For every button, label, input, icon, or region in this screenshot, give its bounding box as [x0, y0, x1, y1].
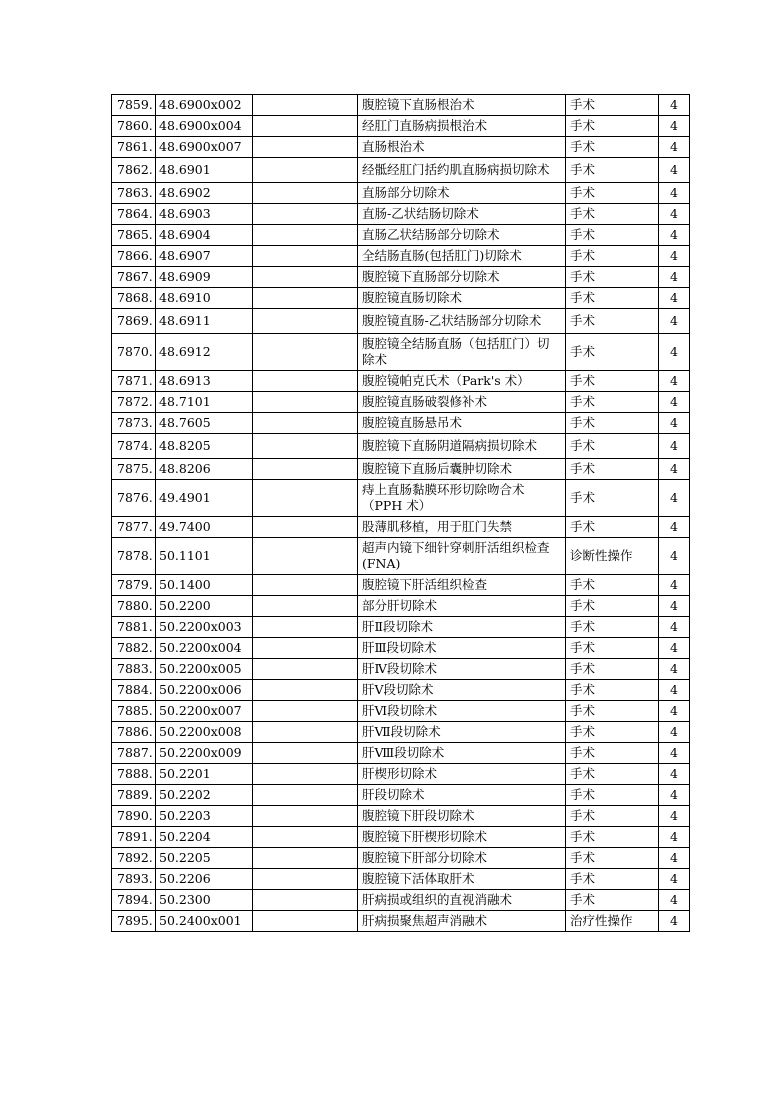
- procedure-type-cell: 手术: [566, 680, 659, 701]
- procedure-code-cell: 48.7605: [156, 413, 253, 434]
- extra-code-cell: [253, 869, 358, 890]
- extra-code-cell: [253, 95, 358, 116]
- procedure-code-cell: 50.2200x009: [156, 743, 253, 764]
- table-row: [112, 204, 690, 225]
- table-row: [112, 309, 690, 334]
- row-index-cell: 7882.: [112, 638, 156, 659]
- table-row: [112, 785, 690, 806]
- extra-code-cell: [253, 309, 358, 334]
- procedure-type-cell: 手术: [566, 334, 659, 371]
- table-row: [112, 722, 690, 743]
- extra-code-cell: [253, 334, 358, 371]
- row-index-cell: 7869.: [112, 309, 156, 334]
- procedure-type-cell: 手术: [566, 116, 659, 137]
- extra-code-cell: [253, 158, 358, 183]
- extra-code-cell: [253, 137, 358, 158]
- extra-code-cell: [253, 183, 358, 204]
- row-index-cell: 7864.: [112, 204, 156, 225]
- row-index-cell: 7870.: [112, 334, 156, 371]
- row-index-cell: 7861.: [112, 137, 156, 158]
- table-row: [112, 517, 690, 538]
- procedure-type-cell: 手术: [566, 617, 659, 638]
- table-row: [112, 434, 690, 459]
- procedure-code-cell: 49.7400: [156, 517, 253, 538]
- procedure-name-cell: 腹腔镜直肠-乙状结肠部分切除术: [358, 309, 566, 334]
- procedure-type-cell: 手术: [566, 743, 659, 764]
- extra-code-cell: [253, 204, 358, 225]
- procedure-name-cell: 肝Ⅷ段切除术: [358, 743, 566, 764]
- table-row: [112, 480, 690, 517]
- procedure-type-cell: 手术: [566, 267, 659, 288]
- row-index-cell: 7888.: [112, 764, 156, 785]
- row-index-cell: 7876.: [112, 480, 156, 517]
- procedure-type-cell: 手术: [566, 517, 659, 538]
- level-cell: 4: [659, 183, 690, 204]
- procedure-type-cell: 手术: [566, 204, 659, 225]
- table-row: [112, 95, 690, 116]
- procedure-type-cell: 手术: [566, 183, 659, 204]
- procedure-code-cell: 50.2200x008: [156, 722, 253, 743]
- extra-code-cell: [253, 638, 358, 659]
- procedure-type-cell: 手术: [566, 638, 659, 659]
- procedure-type-cell: 手术: [566, 288, 659, 309]
- procedure-type-cell: 手术: [566, 95, 659, 116]
- procedure-type-cell: 手术: [566, 701, 659, 722]
- row-index-cell: 7879.: [112, 575, 156, 596]
- procedure-type-cell: 手术: [566, 434, 659, 459]
- extra-code-cell: [253, 680, 358, 701]
- procedure-code-cell: 48.6913: [156, 371, 253, 392]
- extra-code-cell: [253, 225, 358, 246]
- procedure-type-cell: 手术: [566, 596, 659, 617]
- procedure-type-cell: 手术: [566, 575, 659, 596]
- table-row: [112, 459, 690, 480]
- procedure-name-cell: 腹腔镜帕克氏术（Park's 术）: [358, 371, 566, 392]
- procedure-code-cell: 48.6901: [156, 158, 253, 183]
- level-cell: 4: [659, 764, 690, 785]
- row-index-cell: 7890.: [112, 806, 156, 827]
- procedure-name-cell: 腹腔镜下直肠部分切除术: [358, 267, 566, 288]
- procedure-code-cell: 50.2200x003: [156, 617, 253, 638]
- level-cell: 4: [659, 848, 690, 869]
- table-row: [112, 680, 690, 701]
- level-cell: 4: [659, 413, 690, 434]
- extra-code-cell: [253, 659, 358, 680]
- row-index-cell: 7868.: [112, 288, 156, 309]
- procedure-code-cell: 48.6907: [156, 246, 253, 267]
- row-index-cell: 7881.: [112, 617, 156, 638]
- procedure-type-cell: 手术: [566, 246, 659, 267]
- procedure-name-cell: 股薄肌移植，用于肛门失禁: [358, 517, 566, 538]
- procedure-name-cell: 腹腔镜全结肠直肠（包括肛门）切除术: [358, 334, 566, 371]
- extra-code-cell: [253, 743, 358, 764]
- row-index-cell: 7891.: [112, 827, 156, 848]
- table-row: [112, 538, 690, 575]
- row-index-cell: 7885.: [112, 701, 156, 722]
- procedure-type-cell: 手术: [566, 459, 659, 480]
- extra-code-cell: [253, 890, 358, 911]
- table-row: [112, 869, 690, 890]
- extra-code-cell: [253, 575, 358, 596]
- table-row: [112, 392, 690, 413]
- table-row: [112, 764, 690, 785]
- row-index-cell: 7892.: [112, 848, 156, 869]
- level-cell: 4: [659, 596, 690, 617]
- extra-code-cell: [253, 764, 358, 785]
- procedure-code-cell: 50.1101: [156, 538, 253, 575]
- procedure-name-cell: 肝病损聚焦超声消融术: [358, 911, 566, 932]
- procedure-code-cell: 50.2200: [156, 596, 253, 617]
- procedure-name-cell: 腹腔镜下肝段切除术: [358, 806, 566, 827]
- procedure-code-cell: 50.2200x004: [156, 638, 253, 659]
- procedure-table: [111, 94, 690, 932]
- procedure-type-cell: 诊断性操作: [566, 538, 659, 575]
- procedure-code-cell: 48.6904: [156, 225, 253, 246]
- procedure-code-cell: 48.6900x002: [156, 95, 253, 116]
- procedure-name-cell: 肝Ⅲ段切除术: [358, 638, 566, 659]
- level-cell: 4: [659, 434, 690, 459]
- procedure-type-cell: 手术: [566, 806, 659, 827]
- level-cell: 4: [659, 225, 690, 246]
- extra-code-cell: [253, 617, 358, 638]
- table-row: [112, 158, 690, 183]
- row-index-cell: 7863.: [112, 183, 156, 204]
- row-index-cell: 7889.: [112, 785, 156, 806]
- procedure-name-cell: 肝病损或组织的直视消融术: [358, 890, 566, 911]
- row-index-cell: 7887.: [112, 743, 156, 764]
- table-row: [112, 225, 690, 246]
- procedure-type-cell: 手术: [566, 413, 659, 434]
- extra-code-cell: [253, 701, 358, 722]
- procedure-name-cell: 部分肝切除术: [358, 596, 566, 617]
- row-index-cell: 7877.: [112, 517, 156, 538]
- procedure-code-cell: 50.2202: [156, 785, 253, 806]
- extra-code-cell: [253, 480, 358, 517]
- procedure-name-cell: 痔上直肠黏膜环形切除吻合术（PPH 术）: [358, 480, 566, 517]
- extra-code-cell: [253, 806, 358, 827]
- procedure-name-cell: 腹腔镜下肝活组织检查: [358, 575, 566, 596]
- table-row: [112, 890, 690, 911]
- row-index-cell: 7867.: [112, 267, 156, 288]
- table-row: [112, 596, 690, 617]
- procedure-code-cell: 50.2300: [156, 890, 253, 911]
- procedure-name-cell: 肝楔形切除术: [358, 764, 566, 785]
- table-row: [112, 806, 690, 827]
- extra-code-cell: [253, 116, 358, 137]
- table-row: [112, 617, 690, 638]
- table-row: [112, 827, 690, 848]
- procedure-code-cell: 48.6911: [156, 309, 253, 334]
- procedure-code-cell: 48.8206: [156, 459, 253, 480]
- procedure-name-cell: 肝Ⅵ段切除术: [358, 701, 566, 722]
- procedure-code-cell: 48.8205: [156, 434, 253, 459]
- level-cell: 4: [659, 911, 690, 932]
- level-cell: 4: [659, 617, 690, 638]
- procedure-type-cell: 手术: [566, 392, 659, 413]
- row-index-cell: 7865.: [112, 225, 156, 246]
- level-cell: 4: [659, 575, 690, 596]
- procedure-code-cell: 50.2204: [156, 827, 253, 848]
- table-row: [112, 371, 690, 392]
- procedure-type-cell: 手术: [566, 827, 659, 848]
- table-row: [112, 575, 690, 596]
- procedure-name-cell: 肝Ⅴ段切除术: [358, 680, 566, 701]
- procedure-name-cell: 直肠乙状结肠部分切除术: [358, 225, 566, 246]
- procedure-name-cell: 肝Ⅳ段切除术: [358, 659, 566, 680]
- level-cell: 4: [659, 722, 690, 743]
- row-index-cell: 7874.: [112, 434, 156, 459]
- level-cell: 4: [659, 785, 690, 806]
- procedure-name-cell: 腹腔镜直肠切除术: [358, 288, 566, 309]
- level-cell: 4: [659, 334, 690, 371]
- level-cell: 4: [659, 480, 690, 517]
- table-row: [112, 137, 690, 158]
- procedure-type-cell: 手术: [566, 890, 659, 911]
- level-cell: 4: [659, 680, 690, 701]
- procedure-type-cell: 手术: [566, 158, 659, 183]
- procedure-type-cell: 手术: [566, 309, 659, 334]
- level-cell: 4: [659, 701, 690, 722]
- procedure-code-cell: 50.2206: [156, 869, 253, 890]
- procedure-name-cell: 直肠根治术: [358, 137, 566, 158]
- row-index-cell: 7878.: [112, 538, 156, 575]
- procedure-type-cell: 手术: [566, 480, 659, 517]
- table-row: [112, 288, 690, 309]
- level-cell: 4: [659, 158, 690, 183]
- level-cell: 4: [659, 246, 690, 267]
- procedure-code-cell: 50.2200x007: [156, 701, 253, 722]
- table-row: [112, 413, 690, 434]
- procedure-name-cell: 超声内镜下细针穿刺肝活组织检查(FNA): [358, 538, 566, 575]
- table-row: [112, 701, 690, 722]
- level-cell: 4: [659, 371, 690, 392]
- row-index-cell: 7895.: [112, 911, 156, 932]
- procedure-code-cell: 50.2200x005: [156, 659, 253, 680]
- table-row: [112, 183, 690, 204]
- extra-code-cell: [253, 722, 358, 743]
- level-cell: 4: [659, 459, 690, 480]
- extra-code-cell: [253, 517, 358, 538]
- procedure-type-cell: 手术: [566, 722, 659, 743]
- procedure-name-cell: 经肛门直肠病损根治术: [358, 116, 566, 137]
- extra-code-cell: [253, 538, 358, 575]
- table-row: [112, 743, 690, 764]
- table-row: [112, 246, 690, 267]
- level-cell: 4: [659, 288, 690, 309]
- procedure-name-cell: 直肠部分切除术: [358, 183, 566, 204]
- procedure-code-cell: 48.7101: [156, 392, 253, 413]
- table-row: [112, 911, 690, 932]
- procedure-name-cell: 肝Ⅱ段切除术: [358, 617, 566, 638]
- row-index-cell: 7886.: [112, 722, 156, 743]
- level-cell: 4: [659, 869, 690, 890]
- procedure-name-cell: 经骶经肛门括约肌直肠病损切除术: [358, 158, 566, 183]
- level-cell: 4: [659, 890, 690, 911]
- level-cell: 4: [659, 116, 690, 137]
- table-body: [112, 95, 690, 932]
- row-index-cell: 7880.: [112, 596, 156, 617]
- procedure-code-cell: 50.2205: [156, 848, 253, 869]
- procedure-code-cell: 48.6912: [156, 334, 253, 371]
- procedure-name-cell: 腹腔镜下直肠根治术: [358, 95, 566, 116]
- extra-code-cell: [253, 911, 358, 932]
- procedure-type-cell: 手术: [566, 869, 659, 890]
- procedure-code-cell: 50.2200x006: [156, 680, 253, 701]
- row-index-cell: 7884.: [112, 680, 156, 701]
- procedure-type-cell: 手术: [566, 785, 659, 806]
- procedure-name-cell: 腹腔镜下直肠阴道隔病损切除术: [358, 434, 566, 459]
- extra-code-cell: [253, 827, 358, 848]
- extra-code-cell: [253, 848, 358, 869]
- extra-code-cell: [253, 267, 358, 288]
- row-index-cell: 7866.: [112, 246, 156, 267]
- extra-code-cell: [253, 434, 358, 459]
- row-index-cell: 7859.: [112, 95, 156, 116]
- level-cell: 4: [659, 638, 690, 659]
- level-cell: 4: [659, 95, 690, 116]
- extra-code-cell: [253, 246, 358, 267]
- procedure-name-cell: 腹腔镜下直肠后囊肿切除术: [358, 459, 566, 480]
- procedure-code-cell: 50.1400: [156, 575, 253, 596]
- procedure-name-cell: 腹腔镜直肠悬吊术: [358, 413, 566, 434]
- procedure-code-cell: 50.2203: [156, 806, 253, 827]
- procedure-code-cell: 48.6902: [156, 183, 253, 204]
- procedure-code-cell: 49.4901: [156, 480, 253, 517]
- extra-code-cell: [253, 371, 358, 392]
- row-index-cell: 7873.: [112, 413, 156, 434]
- procedure-type-cell: 手术: [566, 371, 659, 392]
- extra-code-cell: [253, 785, 358, 806]
- level-cell: 4: [659, 806, 690, 827]
- procedure-code-cell: 50.2201: [156, 764, 253, 785]
- level-cell: 4: [659, 267, 690, 288]
- procedure-type-cell: 治疗性操作: [566, 911, 659, 932]
- procedure-type-cell: 手术: [566, 137, 659, 158]
- level-cell: 4: [659, 659, 690, 680]
- table-row: [112, 659, 690, 680]
- row-index-cell: 7862.: [112, 158, 156, 183]
- level-cell: 4: [659, 137, 690, 158]
- procedure-code-cell: 48.6903: [156, 204, 253, 225]
- table-row: [112, 116, 690, 137]
- procedure-name-cell: 全结肠直肠(包括肛门)切除术: [358, 246, 566, 267]
- level-cell: 4: [659, 517, 690, 538]
- procedure-name-cell: 肝Ⅶ段切除术: [358, 722, 566, 743]
- level-cell: 4: [659, 538, 690, 575]
- procedure-name-cell: 肝段切除术: [358, 785, 566, 806]
- procedure-type-cell: 手术: [566, 659, 659, 680]
- procedure-type-cell: 手术: [566, 848, 659, 869]
- row-index-cell: 7883.: [112, 659, 156, 680]
- procedure-code-cell: 48.6900x004: [156, 116, 253, 137]
- procedure-type-cell: 手术: [566, 225, 659, 246]
- table-row: [112, 848, 690, 869]
- row-index-cell: 7875.: [112, 459, 156, 480]
- table-row: [112, 334, 690, 371]
- procedure-name-cell: 腹腔镜直肠破裂修补术: [358, 392, 566, 413]
- level-cell: 4: [659, 204, 690, 225]
- procedure-code-cell: 48.6909: [156, 267, 253, 288]
- extra-code-cell: [253, 392, 358, 413]
- procedure-name-cell: 腹腔镜下肝部分切除术: [358, 848, 566, 869]
- row-index-cell: 7860.: [112, 116, 156, 137]
- extra-code-cell: [253, 459, 358, 480]
- extra-code-cell: [253, 596, 358, 617]
- row-index-cell: 7871.: [112, 371, 156, 392]
- extra-code-cell: [253, 413, 358, 434]
- procedure-name-cell: 腹腔镜下肝楔形切除术: [358, 827, 566, 848]
- procedure-name-cell: 腹腔镜下活体取肝术: [358, 869, 566, 890]
- table-row: [112, 267, 690, 288]
- row-index-cell: 7872.: [112, 392, 156, 413]
- row-index-cell: 7894.: [112, 890, 156, 911]
- procedure-name-cell: 直肠-乙状结肠切除术: [358, 204, 566, 225]
- procedure-type-cell: 手术: [566, 764, 659, 785]
- row-index-cell: 7893.: [112, 869, 156, 890]
- procedure-code-cell: 48.6900x007: [156, 137, 253, 158]
- level-cell: 4: [659, 392, 690, 413]
- procedure-code-cell: 50.2400x001: [156, 911, 253, 932]
- extra-code-cell: [253, 288, 358, 309]
- level-cell: 4: [659, 309, 690, 334]
- table-row: [112, 638, 690, 659]
- procedure-code-cell: 48.6910: [156, 288, 253, 309]
- level-cell: 4: [659, 743, 690, 764]
- level-cell: 4: [659, 827, 690, 848]
